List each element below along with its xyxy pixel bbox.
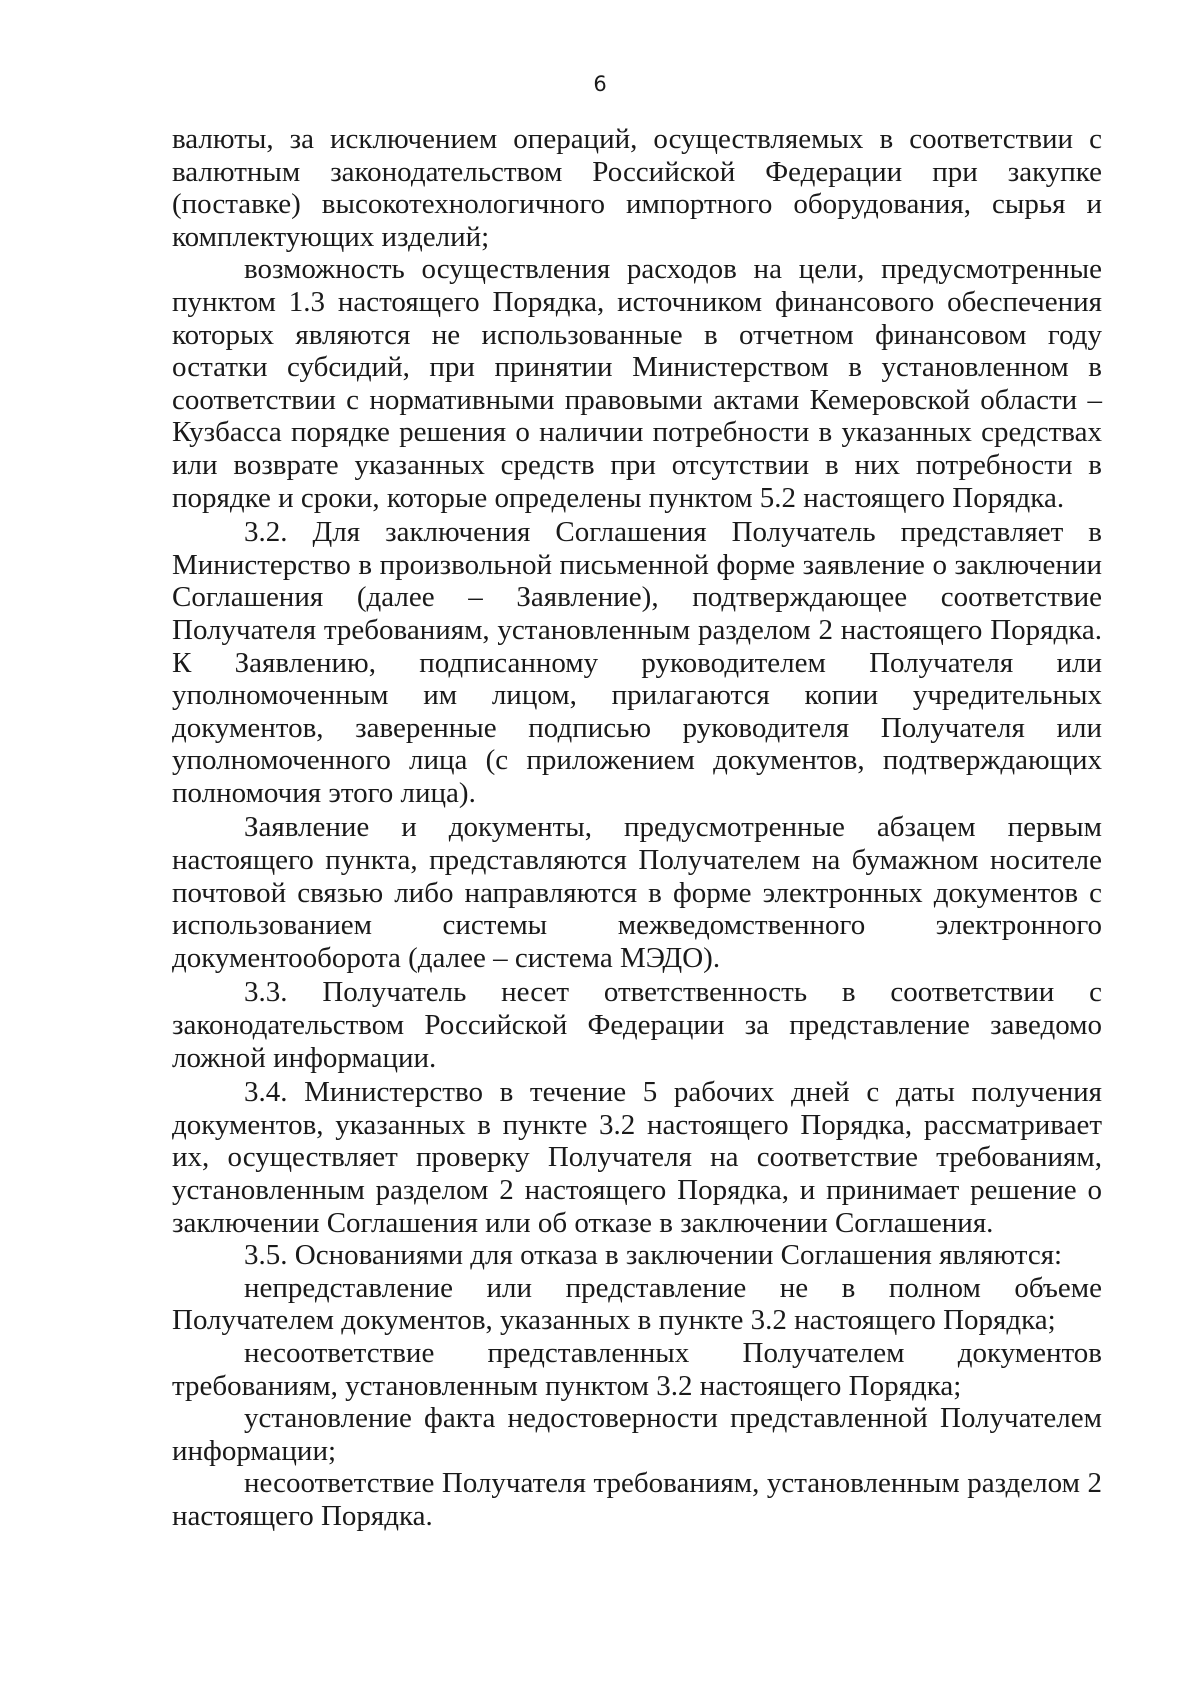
paragraph-3-4: 3.4. Министерство в течение 5 рабочих дней с даты получения документов, указанных в пункте 3.2 настоящего Порядка, рассматривает их, осуществляет проверку Получателя на соответствие требованиям, установленным разделом 2 настоящего Порядка, и принимает решение о заключении Соглашения или об отказе в заключении Соглашения. [172, 1076, 1102, 1239]
paragraph-currency-continuation: валюты, за исключением операций, осуществляемых в соответствии с валютным законодательством Российской Федерации при закупке (поставке) высокотехнологичного импортного оборудования, сырья и комплектующих изделий; [172, 123, 1102, 253]
page-number: 6 [593, 72, 607, 96]
paragraph-unused-balances: возможность осуществления расходов на цели, предусмотренные пунктом 1.3 настоящего Порядка, источником финансового обеспечения которых являются не использованные в отчетном финансовом году остатки субсидий, при принятии Министерством в установленном в соответствии с нормативными правовыми актами Кемеровской области – Кузбасса порядке решения о наличии потребности в указанных средствах или возврате указанных средств при отсутствии в них потребности в порядке и сроки, которые определены пунктом 5.2 настоящего Порядка. [172, 253, 1102, 514]
paragraph-3-3: 3.3. Получатель несет ответственность в соответствии с законодательством Российской Федерации за представление заведомо ложной информации. [172, 976, 1102, 1074]
list-item-recipient-mismatch: несоответствие Получателя требованиям, установленным разделом 2 настоящего Порядка. [172, 1467, 1102, 1532]
list-item-false-information: установление факта недостоверности представленной Получателем информации; [172, 1402, 1102, 1467]
paragraph-3-2-submission: Заявление и документы, предусмотренные абзацем первым настоящего пункта, представляются Получателем на бумажном носителе почтовой связью либо направляются в форме электронных документов с использованием системы межведомственного электронного документооборота (далее – система МЭДО). [172, 811, 1102, 974]
document-body [172, 123, 1102, 1533]
paragraph-3-5: 3.5. Основаниями для отказа в заключении Соглашения являются: [244, 1239, 1063, 1272]
paragraph-3-2: 3.2. Для заключения Соглашения Получатель представляет в Министерство в произвольной письменной форме заявление о заключении Соглашения (далее – Заявление), подтверждающее соответствие Получателя требованиям, установленным разделом 2 настоящего Порядка. К Заявлению, подписанному руководителем Получателя или уполномоченным им лицом, прилагаются копии учредительных документов, заверенные подписью руководителя Получателя или уполномоченного лица (с приложением документов, подтверждающих полномочия этого лица). [172, 516, 1102, 809]
list-item-documents-mismatch: несоответствие представленных Получателем документов требованиям, установленным пунктом 3.2 настоящего Порядка; [172, 1336, 1102, 1402]
list-item-incomplete-documents: непредставление или представление не в полном объеме Получателем документов, указанных в пункте 3.2 настоящего Порядка; [172, 1271, 1102, 1337]
